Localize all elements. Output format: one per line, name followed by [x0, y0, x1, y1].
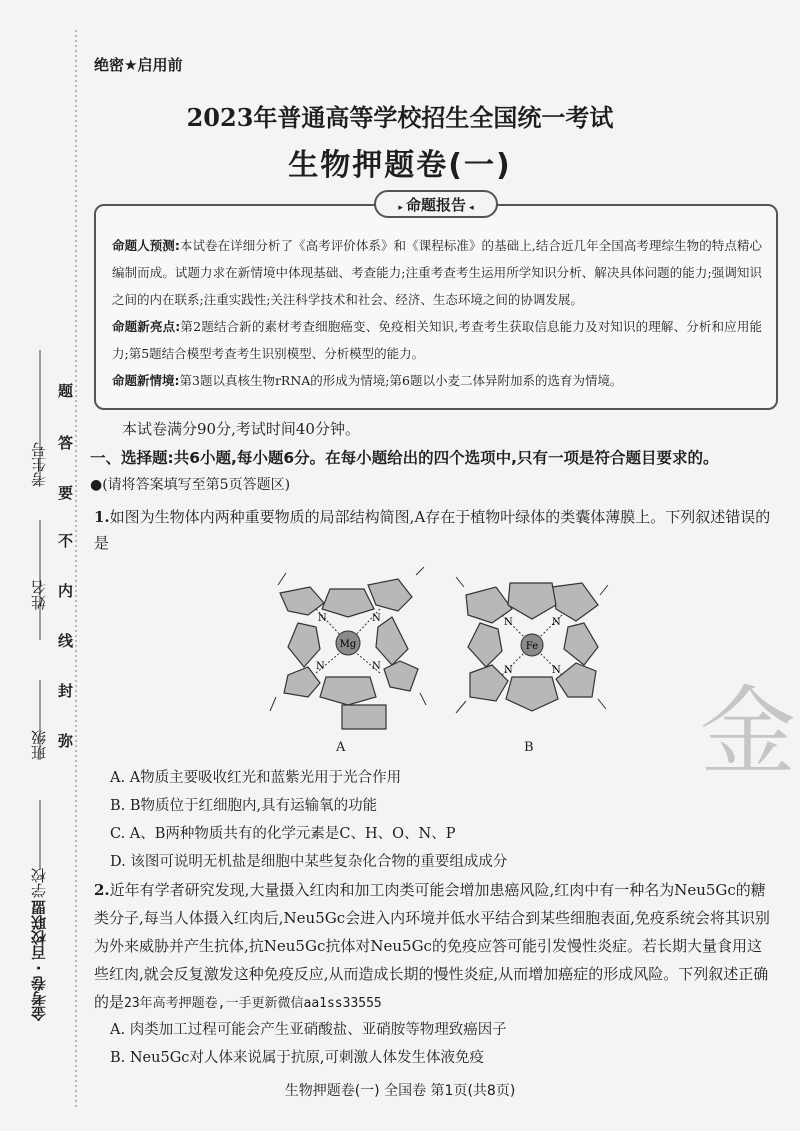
question-1: [94, 504, 774, 556]
report-item-label: 命题新亮点:: [112, 319, 181, 334]
report-item-label: 命题人预测:: [112, 238, 180, 253]
fig-a-n: N: [316, 661, 325, 672]
fig-a-n: N: [372, 613, 381, 624]
sidebar-field-school: 学校: [30, 868, 48, 898]
top-secret-label: 绝密★启用前: [94, 56, 183, 74]
page-footer: 生物押题卷(一) 全国卷 第1页(共8页): [284, 1083, 516, 1099]
binding-char: 要: [58, 484, 74, 502]
figure-b-label: B: [524, 740, 534, 755]
binding-char: 题: [58, 382, 74, 400]
figure-b-heme: [452, 565, 612, 725]
binding-char: 内: [58, 582, 74, 600]
q2-option-b: B. Neu5Gc对人体来说属于抗原,可刺激人体发生体液免疫: [110, 1050, 485, 1066]
sidebar-alliance: 金考卷 · 百校联盟: [30, 900, 48, 1022]
exam-title: 2023年普通高等学校招生全国统一考试: [186, 103, 614, 132]
fig-a-n: N: [372, 661, 381, 672]
section-title: 一、选择题:共6小题,每小题6分。在每小题给出的四个选项中,只有一项是符合题目要求的。: [90, 449, 719, 467]
report-item-highlight: [112, 313, 762, 367]
sidebar-field-exam-number: 考生号: [30, 442, 48, 487]
fig-b-n: N: [504, 665, 513, 676]
q2-option-a: A. 肉类加工过程可能会产生亚硝酸盐、亚硝胺等物理致癌因子: [110, 1022, 507, 1038]
figure-a-label: A: [336, 740, 346, 755]
q1-option-c: C. A、B两种物质共有的化学元素是C、H、O、N、P: [110, 826, 456, 842]
triangle-left-icon: ◂: [466, 203, 474, 213]
question-extra: 23年高考押题卷,一手更新微信aa1ss33555: [124, 996, 382, 1011]
binding-char: 弥: [58, 732, 74, 750]
section-note: ●(请将答案填写至第5页答题区): [90, 477, 291, 493]
fig-a-n: N: [318, 613, 327, 624]
question-number: 1.: [94, 508, 110, 526]
fig-b-n: N: [552, 665, 561, 676]
question-number: 2.: [94, 881, 110, 899]
report-item-label: 命题新情境:: [112, 373, 180, 388]
figure-a-chlorophyll: [268, 565, 428, 740]
fig-b-center: Fe: [525, 641, 539, 652]
question-text: 近年有学者研究发现,大量摄入红肉和加工肉类可能会增加患癌风险,红肉中有一种名为Neu5Gc的糖类分子,每当人体摄入红肉后,Neu5Gc会进入内环境并低水平结合到某些细胞表面,免疫系统会将其识别为外来威胁并产生抗体,抗Neu5Gc抗体对Neu5Gc的免疫应答可能引发慢性炎症。若长期大量食用这些红肉,就会反复激发这种免疫反应,从而造成长期的慢性炎症,从而增加癌症的形成风险。下列叙述正确的是: [94, 881, 770, 1011]
q1-option-b: B. B物质位于红细胞内,具有运输氧的功能: [110, 798, 378, 814]
q1-option-d: D. 该图可说明无机盐是细胞中某些复杂化合物的重要组成成分: [110, 854, 508, 870]
binding-char: 封: [58, 682, 74, 700]
binding-char: 线: [58, 632, 74, 650]
report-item-text: 本试卷在详细分析了《高考评价体系》和《课程标准》的基础上,结合近几年全国高考理综生物的特点精心编制而成。试题力求在新情境中体现基础、考查能力;注重考查考生运用所学知识分析、解决具体问题的能力;强调知识之间的内在联系;注重实践性;关注科学技术和社会、经济、生态环境之间的协调发展。: [112, 238, 762, 307]
report-item-text: 第2题结合新的素材考查细胞癌变、免疫相关知识,考查考生获取信息能力及对知识的理解、分析和应用能力;第5题结合模型考查考生识别模型、分析模型的能力。: [112, 319, 762, 361]
report-item-context: [112, 367, 762, 394]
report-item-text: 第3题以真核生物rRNA的形成为情境;第6题以小麦二体异附加系的选育为情境。: [179, 373, 623, 388]
watermark: 金: [700, 676, 796, 788]
sidebar-field-name: 姓名: [30, 580, 48, 610]
report-item-prediction: [112, 232, 762, 313]
exam-intro: 本试卷满分90分,考试时间40分钟。: [122, 420, 360, 438]
paper-title: 生物押题卷(一): [288, 148, 512, 183]
fig-a-center: Mg: [339, 639, 357, 650]
fig-b-n: N: [552, 617, 561, 628]
sidebar-field-class: 班级: [30, 730, 48, 760]
q1-option-a: A. A物质主要吸收红光和蓝紫光用于光合作用: [110, 770, 402, 786]
fig-b-n: N: [504, 617, 513, 628]
report-badge: [374, 190, 498, 218]
triangle-right-icon: ▸: [398, 203, 406, 213]
question-2: [94, 876, 774, 1018]
binding-char: 不: [58, 532, 74, 550]
question-text: 如图为生物体内两种重要物质的局部结构简图,A存在于植物叶绿体的类囊体薄膜上。下列叙述错误的是: [94, 508, 771, 552]
binding-char: 答: [58, 434, 74, 452]
report-badge-label: 命题报告: [405, 196, 466, 214]
